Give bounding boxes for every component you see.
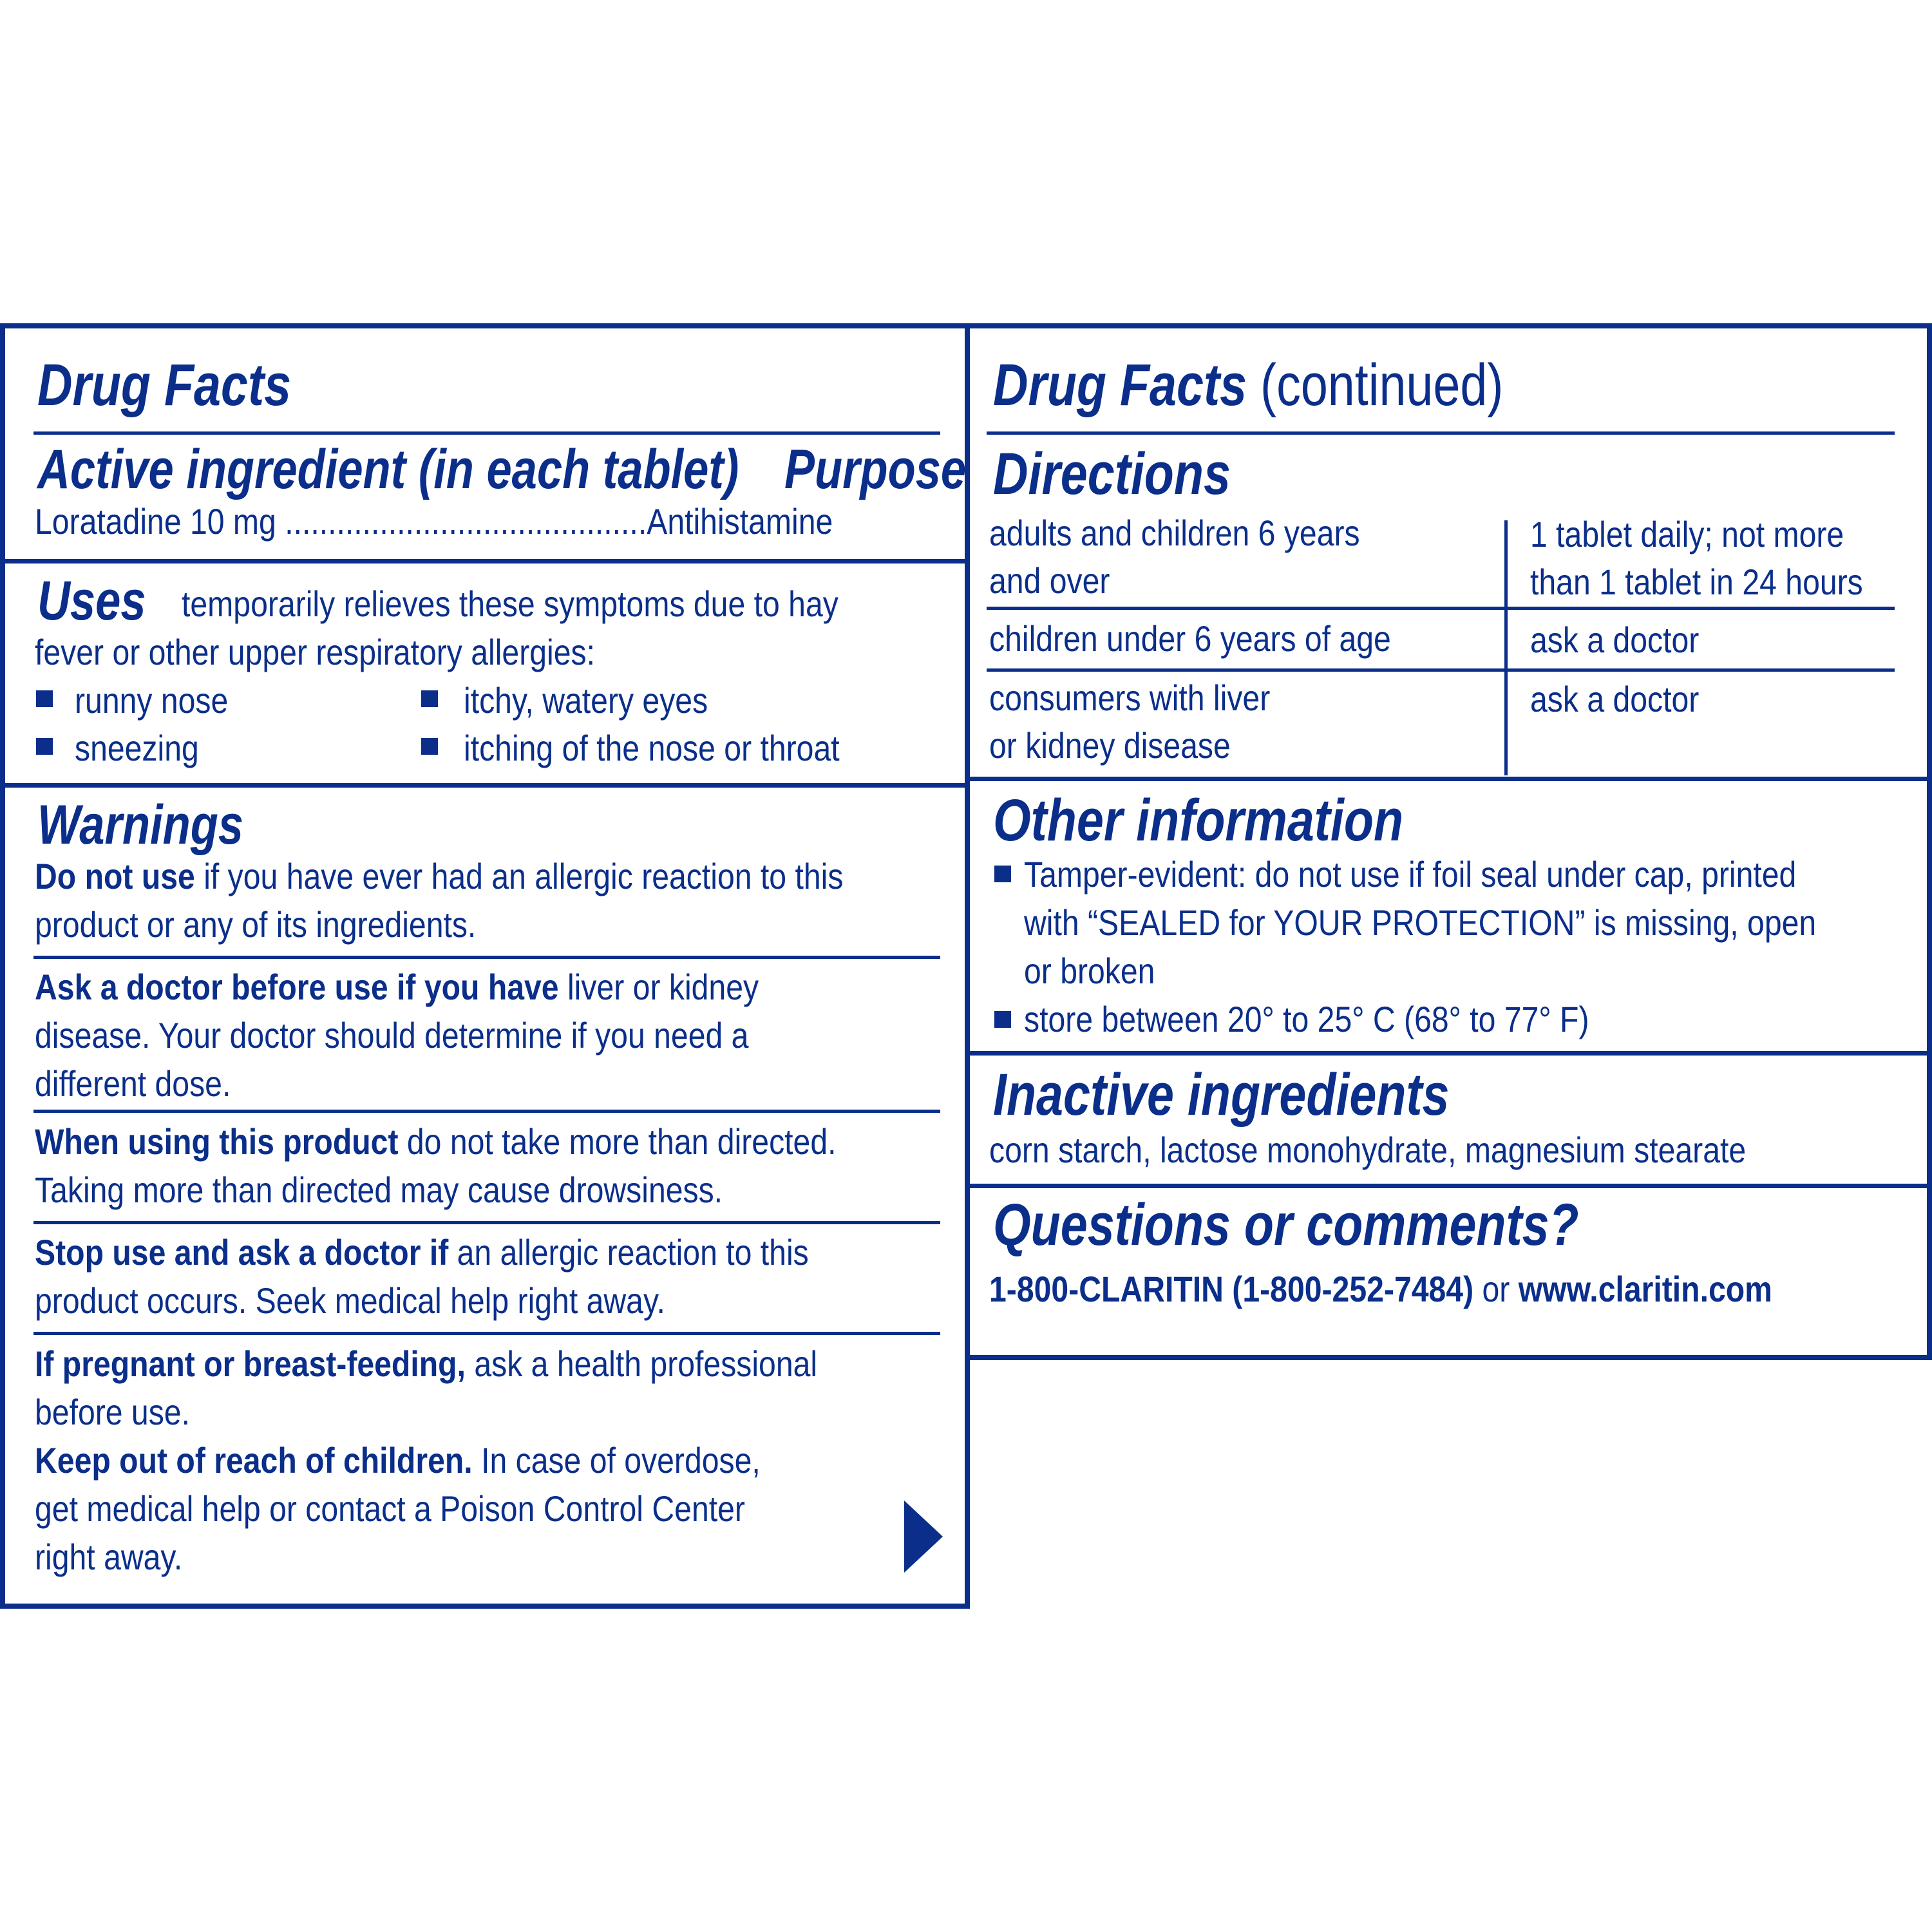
ask-doctor-line3: different dose.	[35, 1063, 231, 1104]
directions-who: consumers with liver	[989, 677, 1271, 718]
uses-intro-line1: temporarily relieves these symptoms due to hay	[182, 583, 838, 624]
inactive-ingredients-text: corn starch, lactose monohydrate, magnesium stearate	[989, 1130, 1747, 1170]
uses-title: Uses	[37, 570, 146, 632]
warnings-title: Warnings	[37, 794, 243, 856]
divider	[33, 1110, 940, 1113]
divider	[33, 956, 940, 959]
ask-doctor-label: Ask a doctor before use if you have	[35, 967, 559, 1007]
stop-use-line2: product occurs. Seek medical help right away.	[35, 1280, 665, 1321]
section-divider	[965, 1184, 1932, 1188]
directions-who: adults and children 6 years	[989, 513, 1360, 553]
directions-dose: 1 tablet daily; not more	[1530, 514, 1844, 554]
continue-arrow-icon	[904, 1501, 943, 1573]
divider	[33, 431, 940, 435]
directions-dose: than 1 tablet in 24 hours	[1530, 562, 1863, 602]
divider	[33, 1332, 940, 1335]
directions-dose: ask a doctor	[1530, 620, 1700, 660]
divider	[33, 1221, 940, 1224]
do-not-use-line1: Do not use if you have ever had an allergic reaction to this	[35, 856, 844, 896]
pregnant-line2: before use.	[35, 1392, 190, 1432]
bullet-icon	[421, 738, 438, 755]
purpose-header: Purpose	[784, 439, 967, 500]
questions-title: Questions or comments?	[993, 1192, 1579, 1258]
use-item: sneezing	[75, 728, 199, 768]
drug-facts-title: Drug Facts	[37, 352, 292, 418]
section-divider	[5, 783, 965, 788]
table-divider	[987, 668, 1895, 672]
stop-use-label: Stop use and ask a doctor if	[35, 1232, 449, 1273]
bullet-icon	[36, 738, 53, 755]
use-item: itching of the nose or throat	[464, 728, 840, 768]
uses-intro-line2: fever or other upper respiratory allergies:	[35, 632, 595, 672]
keep-out-line3: right away.	[35, 1537, 183, 1577]
website-link[interactable]: www.claritin.com	[1518, 1269, 1773, 1309]
keep-out-label: Keep out of reach of children.	[35, 1440, 473, 1481]
table-divider	[987, 607, 1895, 610]
directions-who: children under 6 years of age	[989, 618, 1391, 659]
directions-title: Directions	[993, 441, 1231, 507]
when-using-line1: When using this product do not take more than directed.	[35, 1121, 837, 1162]
directions-who: or kidney disease	[989, 725, 1231, 766]
section-divider	[5, 559, 965, 564]
bullet-icon	[36, 690, 53, 707]
drug-facts-continued-title: Drug Facts (continued)	[993, 352, 1504, 418]
use-item: itchy, watery eyes	[464, 680, 708, 721]
other-info-line: with “SEALED for YOUR PROTECTION” is missing, open	[1024, 902, 1817, 943]
other-info-line: or broken	[1024, 951, 1155, 991]
divider	[987, 431, 1895, 435]
other-info-line: Tamper-evident: do not use if foil seal under cap, printed	[1024, 854, 1797, 895]
ask-doctor-line2: disease. Your doctor should determine if you need a	[35, 1015, 749, 1056]
active-ingredient-header: Active ingredient (in each tablet)	[37, 439, 739, 500]
directions-dose: ask a doctor	[1530, 679, 1700, 719]
do-not-use-line2: product or any of its ingredients.	[35, 904, 477, 945]
bullet-icon	[994, 1011, 1011, 1028]
table-column-divider	[1504, 520, 1508, 775]
questions-contact: 1-800-CLARITIN (1-800-252-7484) or www.claritin.com	[989, 1269, 1773, 1309]
phone-number: 1-800-CLARITIN (1-800-252-7484)	[989, 1269, 1474, 1309]
directions-who: and over	[989, 560, 1110, 601]
when-using-label: When using this product	[35, 1121, 399, 1162]
keep-out-line2: get medical help or contact a Poison Control Center	[35, 1488, 745, 1529]
bullet-icon	[421, 690, 438, 707]
inactive-ingredients-title: Inactive ingredients	[993, 1062, 1450, 1128]
section-divider	[965, 1051, 1932, 1056]
bullet-icon	[994, 866, 1011, 882]
ask-doctor-line1: Ask a doctor before use if you have liver or kidney	[35, 967, 759, 1007]
do-not-use-label: Do not use	[35, 856, 195, 896]
stop-use-line1: Stop use and ask a doctor if an allergic reaction to this	[35, 1232, 809, 1273]
keep-out-line1: Keep out of reach of children. In case of overdose,	[35, 1440, 761, 1481]
active-ingredient-line: Loratadine 10 mg ..........................................Antihistamine	[35, 501, 833, 542]
when-using-line2: Taking more than directed may cause drowsiness.	[35, 1170, 723, 1210]
section-divider	[965, 777, 1932, 781]
pregnant-line1: If pregnant or breast-feeding, ask a health professional	[35, 1343, 818, 1384]
pregnant-label: If pregnant or breast-feeding,	[35, 1343, 466, 1384]
other-info-line: store between 20° to 25° C (68° to 77° F)	[1024, 999, 1589, 1039]
use-item: runny nose	[75, 680, 229, 721]
other-information-title: Other information	[993, 788, 1404, 853]
